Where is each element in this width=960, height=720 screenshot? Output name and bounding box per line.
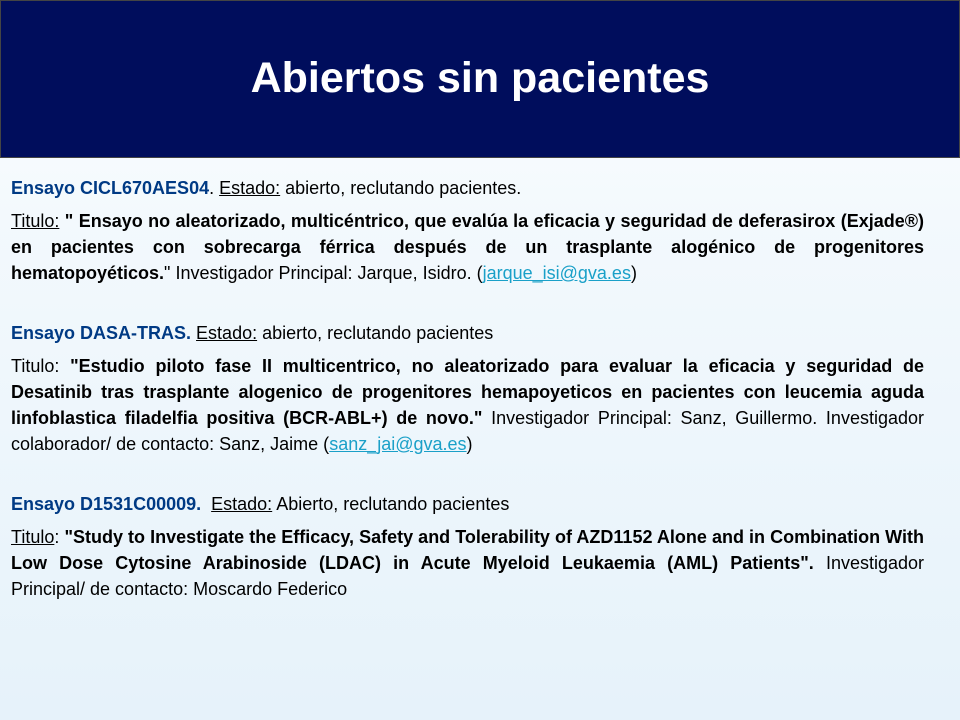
trial-3-status-line	[11, 491, 924, 517]
trial-2-name: Ensayo DASA-TRAS.	[11, 323, 192, 343]
slide-title: Abiertos sin pacientes	[250, 54, 710, 102]
trial-1-titulo-label: Titulo:	[11, 211, 60, 231]
trial-3-name: Ensayo D1531C00009.	[11, 494, 202, 514]
trial-2-titulo-label: Titulo:	[11, 356, 60, 376]
trial-1-name: Ensayo CICL670AES04	[11, 178, 210, 198]
trial-2-estado-label: Estado:	[196, 323, 258, 343]
trial-3-title-paragraph: Titulo: "Study to Investigate the Efficacy, Safety and Tolerability of AZD1152 Alone and in Combination With Low Dose Cytosine Arabinoside (LDAC) in Acute Myeloid Leukaemia (AML) Patients". Investigador Principal/ de contacto: Moscardo Federico	[11, 527, 925, 599]
trial-2-status-line	[11, 320, 924, 346]
trial-2-email-link[interactable]: sanz_jai@gva.es	[329, 434, 467, 454]
trial-1-investigator: " Investigador Principal: Jarque, Isidro. (	[164, 263, 483, 283]
trial-3-title-text: "Study to Investigate the Efficacy, Safety and Tolerability of AZD1152 Alone and in Combination With Low Dose Cytosine Arabinoside (LDAC) in Acute Myeloid Leukaemia (AML) Patients".	[11, 527, 924, 573]
trial-2-title-text: "Estudio piloto fase II multicentrico, no aleatorizado para evaluar la eficacia y seguridad de Desatinib tras trasplante alogenico de progenitores hemapoyeticos en pacientes con leucemia aguda linfoblastica filadelfia positiva (BCR-ABL+) de novo."	[11, 356, 924, 428]
title-banner	[0, 0, 960, 158]
trial-1-estado-label: Estado:	[219, 178, 281, 198]
trial-2-title-paragraph: Titulo: "Estudio piloto fase II multicentrico, no aleatorizado para evaluar la eficacia y seguridad de Desatinib tras trasplante alogenico de progenitores hemapoyeticos en pacientes con leucemia aguda linfoblastica filadelfia positiva (BCR-ABL+) de novo." Investigador Principal: Sanz, Guillermo. Investigador colaborador/ de contacto: Sanz, Jaime (sanz_jai@gva.es)	[11, 356, 924, 454]
trial-2-estado-value: abierto, reclutando pacientes	[257, 323, 494, 343]
trial-1-title-paragraph: Titulo: " Ensayo no aleatorizado, multicéntrico, que evalúa la eficacia y seguridad de deferasirox (Exjade®) en pacientes con sobrecarga férrica después de un trasplante alogénico de progenitores hematopoyéticos." Investigador Principal: Jarque, Isidro. (jarque_isi@gva.es)	[11, 211, 924, 283]
trial-1-title-text: " Ensayo no aleatorizado, multicéntrico, que evalúa la eficacia y seguridad de deferasirox (Exjade®) en pacientes con sobrecarga férrica después de un trasplante alogénico de progenitores hematopoyéticos.	[11, 211, 924, 283]
trial-2-investigator: Investigador Principal: Sanz, Guillermo. Investigador colaborador/ de contacto: Sanz, Jaime (	[11, 408, 924, 454]
trial-3-titulo-label: Titulo	[11, 527, 55, 547]
trial-list	[11, 175, 924, 602]
trial-1-email-link[interactable]: jarque_isi@gva.es	[482, 263, 631, 283]
trial-3-investigator: Investigador Principal/ de contacto: Moscardo Federico	[11, 553, 925, 599]
trial-3-estado-value: Abierto, reclutando pacientes	[272, 494, 510, 514]
trial-1-status-line: Ensayo CICL670AES04. Estado: abierto, reclutando pacientes.	[11, 178, 522, 198]
trial-1-estado-value: abierto, reclutando pacientes.	[280, 178, 522, 198]
trial-3-estado-label: Estado:	[211, 494, 273, 514]
